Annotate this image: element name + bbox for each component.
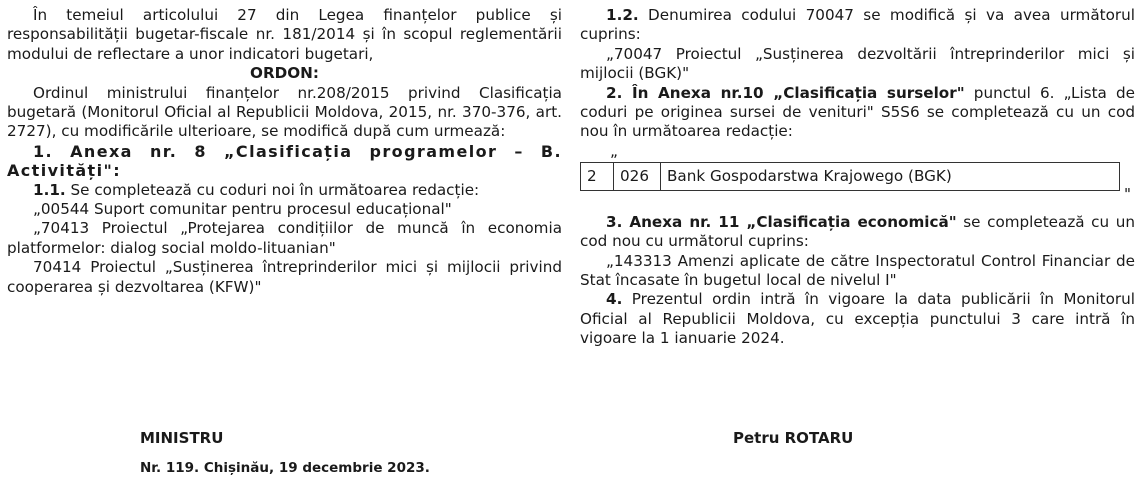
annex11-heading: 3. Anexa nr. 11 „Clasificația economică" (606, 212, 957, 231)
right-column (580, 6, 1135, 349)
amendment-paragraph: Ordinul ministrului finanțelor nr.208/2015 privind Clasificația bugetară (Monitorul Oficial al Republicii Moldova, 2015, nr. 370-376, art. 2727), cu modificările ulterioare, se modifică după cum urmează: (7, 83, 562, 141)
table-cell-group: 2 (581, 162, 614, 190)
minister-name: Petru ROTARU (733, 429, 854, 447)
ordon-heading: ORDON: (250, 64, 319, 83)
point-1-2-number: 1.2. (606, 6, 639, 24)
point-4-text: Prezentul ordin intră în vigoare la data publicării în Monitorul Oficial al Republicii Moldova, cu excepția punctului 3 care intră în vigoare la 1 ianuarie 2024. (580, 290, 1135, 348)
point-1-2 (580, 6, 1135, 45)
point-1-1-text: Se completează cu coduri noi în următoarea redacție: (65, 180, 480, 199)
point-1-2-text: Denumirea codului 70047 se modifică și va avea următorul cuprins: (580, 6, 1135, 44)
intro-paragraph: În temeiul articolului 27 din Legea finanțelor publice și responsabilității bugetar-fiscale nr. 181/2014 și în scopul reglementării modului de reflectare a unor indicatori bugetari, (7, 6, 562, 63)
table-cell-name: Bank Gospodarstwa Krajowego (BGK) (661, 162, 1120, 190)
code-143313: „143313 Amenzi aplicate de către Inspectoratul Control Financiar de Stat încasate în bugetul local de nivelul I" (580, 251, 1135, 290)
point-1-1 (7, 181, 562, 200)
code-00544: „00544 Suport comunitar pentru procesul educațional" (33, 200, 452, 219)
table-close-quote: " (1124, 184, 1131, 203)
point-4-number: 4. (606, 290, 623, 309)
order-number-date: Nr. 119. Chișinău, 19 decembrie 2023. (140, 460, 430, 476)
table-cell-code: 026 (614, 162, 661, 190)
code-70413: „70413 Proiectul „Protejarea condițiilor de muncă în economia platformelor: dialog social moldo-lituanian" (7, 219, 562, 257)
annex8-heading: 1. Anexa nr. 8 „Clasificația programelor – B. Activități": (7, 141, 562, 181)
code-70414: 70414 Proiectul „Susținerea întreprinderilor mici și mijlocii privind cooperarea și dezvoltarea (KFW)" (7, 258, 562, 296)
annex11-paragraph (580, 213, 1135, 252)
code-70047: „70047 Proiectul „Susținerea dezvoltării întreprinderilor mici și mijlocii (BGK)" (580, 44, 1135, 83)
table-open-quote: „ (610, 141, 618, 160)
left-column (7, 6, 562, 297)
point-4 (580, 290, 1135, 348)
annex10-heading: 2. În Anexa nr.10 „Clasificația surselor" (606, 83, 965, 102)
annex10-text: punctul 6. „Lista de coduri pe originea sursei de venituri" S5S6 se completează cu un cod nou în următoarea redacție: (580, 83, 1135, 141)
minister-title: MINISTRU (140, 429, 224, 447)
annex10-paragraph (580, 84, 1135, 142)
annex11-text: se completează cu un cod nou cu următorul cuprins: (580, 212, 1135, 251)
point-1-1-number: 1.1. (33, 180, 66, 199)
